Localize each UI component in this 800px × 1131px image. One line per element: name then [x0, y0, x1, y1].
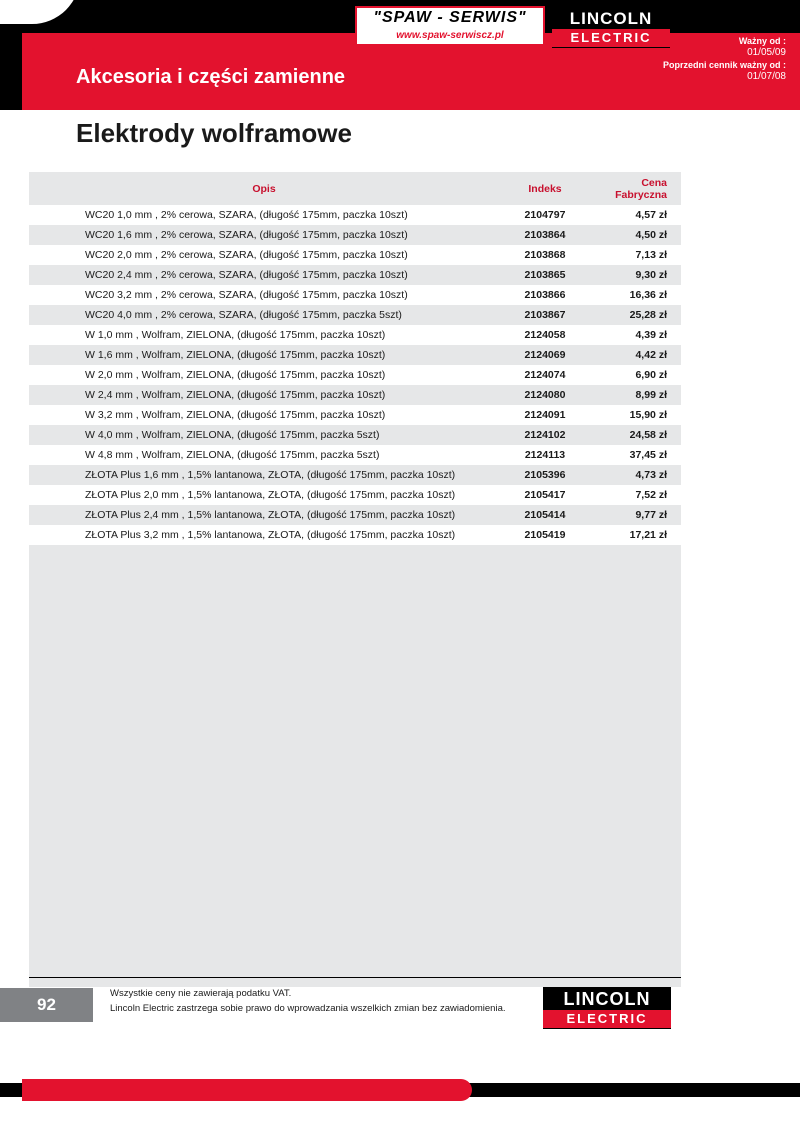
table-row — [29, 305, 681, 325]
previous-pricelist-label: Poprzedni cennik ważny od : — [662, 59, 786, 70]
footer-lincoln-logo — [543, 987, 671, 1029]
cell-index: 2124102 — [499, 425, 591, 445]
footer-notes — [110, 987, 506, 1016]
cell-description: W 2,4 mm , Wolfram, ZIELONA, (długość 175mm, paczka 10szt) — [29, 385, 499, 405]
table-row — [29, 285, 681, 305]
column-header-description: Opis — [29, 172, 499, 205]
cell-price: 15,90 zł — [591, 405, 681, 425]
price-table — [29, 172, 681, 545]
page-title: Elektrody wolframowe — [76, 118, 352, 148]
cell-price: 7,52 zł — [591, 485, 681, 505]
cell-index: 2105417 — [499, 485, 591, 505]
spaw-serwis-logo — [355, 6, 545, 46]
footer-divider — [29, 977, 681, 978]
table-row — [29, 525, 681, 545]
cell-price: 24,58 zł — [591, 425, 681, 445]
table-row — [29, 425, 681, 445]
previous-pricelist-value: 01/07/08 — [747, 71, 786, 82]
cell-description: WC20 4,0 mm , 2% cerowa, SZARA, (długość 175mm, paczka 5szt) — [29, 305, 499, 325]
cell-index: 2103867 — [499, 305, 591, 325]
cell-description: WC20 2,4 mm , 2% cerowa, SZARA, (długość 175mm, paczka 10szt) — [29, 265, 499, 285]
table-row — [29, 405, 681, 425]
column-header-price: Cena Fabryczna — [591, 172, 681, 205]
cell-price: 37,45 zł — [591, 445, 681, 465]
table-header-row — [29, 172, 681, 205]
section-title: Akcesoria i części zamienne — [76, 66, 346, 88]
table-row — [29, 245, 681, 265]
cell-price: 4,50 zł — [591, 225, 681, 245]
footer-note-vat: Wszystkie ceny nie zawierają podatku VAT. — [110, 988, 292, 999]
spaw-serwis-logo-title: "SPAW - SERWIS" — [373, 9, 527, 26]
table-row — [29, 385, 681, 405]
cell-index: 2103864 — [499, 225, 591, 245]
cell-index: 2124113 — [499, 445, 591, 465]
table-row — [29, 325, 681, 345]
cell-price: 8,99 zł — [591, 385, 681, 405]
spaw-serwis-logo-url: www.spaw-serwiscz.pl — [396, 30, 504, 41]
cell-price: 6,90 zł — [591, 365, 681, 385]
lincoln-logo-wordmark: LINCOLN — [569, 9, 653, 28]
cell-description: W 1,6 mm , Wolfram, ZIELONA, (długość 175mm, paczka 10szt) — [29, 345, 499, 365]
page-footer — [0, 987, 800, 1131]
footer-white-margin — [0, 1101, 800, 1131]
page-header — [0, 0, 800, 110]
validity-info — [663, 36, 786, 84]
cell-description: W 4,8 mm , Wolfram, ZIELONA, (długość 175mm, paczka 5szt) — [29, 445, 499, 465]
table-row — [29, 505, 681, 525]
lincoln-logo-subwordmark: ELECTRIC — [552, 29, 670, 47]
cell-price: 4,73 zł — [591, 465, 681, 485]
footer-red-bar — [22, 1079, 472, 1101]
cell-description: WC20 3,2 mm , 2% cerowa, SZARA, (długość 175mm, paczka 10szt) — [29, 285, 499, 305]
cell-index: 2103865 — [499, 265, 591, 285]
table-row — [29, 225, 681, 245]
cell-description: ZŁOTA Plus 2,0 mm , 1,5% lantanowa, ZŁOTA, (długość 175mm, paczka 10szt) — [29, 485, 499, 505]
price-table-header — [29, 172, 681, 205]
table-row — [29, 445, 681, 465]
cell-price: 7,13 zł — [591, 245, 681, 265]
table-row — [29, 205, 681, 225]
cell-index: 2103866 — [499, 285, 591, 305]
table-row — [29, 365, 681, 385]
cell-index: 2103868 — [499, 245, 591, 265]
cell-index: 2105414 — [499, 505, 591, 525]
price-table-container — [29, 172, 681, 987]
cell-price: 17,21 zł — [591, 525, 681, 545]
cell-index: 2105419 — [499, 525, 591, 545]
cell-price: 9,77 zł — [591, 505, 681, 525]
cell-price: 4,39 zł — [591, 325, 681, 345]
page-number-badge: 92 — [0, 988, 93, 1022]
table-row — [29, 465, 681, 485]
footer-lincoln-wordmark: LINCOLN — [563, 989, 651, 1009]
cell-description: W 1,0 mm , Wolfram, ZIELONA, (długość 175mm, paczka 10szt) — [29, 325, 499, 345]
cell-description: ZŁOTA Plus 3,2 mm , 1,5% lantanowa, ZŁOTA, (długość 175mm, paczka 10szt) — [29, 525, 499, 545]
cell-description: W 2,0 mm , Wolfram, ZIELONA, (długość 175mm, paczka 10szt) — [29, 365, 499, 385]
cell-description: WC20 1,6 mm , 2% cerowa, SZARA, (długość 175mm, paczka 10szt) — [29, 225, 499, 245]
table-row — [29, 485, 681, 505]
cell-description: ZŁOTA Plus 1,6 mm , 1,5% lantanowa, ZŁOTA, (długość 175mm, paczka 10szt) — [29, 465, 499, 485]
cell-index: 2124069 — [499, 345, 591, 365]
table-row — [29, 345, 681, 365]
cell-price: 9,30 zł — [591, 265, 681, 285]
price-table-body — [29, 205, 681, 545]
cell-price: 4,42 zł — [591, 345, 681, 365]
header-left-black-stripe — [0, 33, 22, 110]
cell-index: 2124074 — [499, 365, 591, 385]
cell-index: 2104797 — [499, 205, 591, 225]
cell-description: WC20 2,0 mm , 2% cerowa, SZARA, (długość 175mm, paczka 10szt) — [29, 245, 499, 265]
cell-index: 2105396 — [499, 465, 591, 485]
footer-note-disclaimer: Lincoln Electric zastrzega sobie prawo do wprowadzania wszelkich zmian bez zawiadomienia. — [110, 1002, 506, 1014]
cell-index: 2124058 — [499, 325, 591, 345]
valid-from-value: 01/05/09 — [747, 47, 786, 59]
footer-lincoln-subwordmark: ELECTRIC — [543, 1010, 671, 1028]
lincoln-electric-logo — [552, 8, 670, 48]
valid-from-label: Ważny od : — [738, 36, 786, 46]
table-row — [29, 265, 681, 285]
cell-price: 25,28 zł — [591, 305, 681, 325]
cell-index: 2124091 — [499, 405, 591, 425]
column-header-index: Indeks — [499, 172, 591, 205]
cell-index: 2124080 — [499, 385, 591, 405]
cell-description: ZŁOTA Plus 2,4 mm , 1,5% lantanowa, ZŁOTA, (długość 175mm, paczka 10szt) — [29, 505, 499, 525]
cell-description: W 3,2 mm , Wolfram, ZIELONA, (długość 175mm, paczka 10szt) — [29, 405, 499, 425]
cell-price: 16,36 zł — [591, 285, 681, 305]
cell-price: 4,57 zł — [591, 205, 681, 225]
cell-description: WC20 1,0 mm , 2% cerowa, SZARA, (długość 175mm, paczka 10szt) — [29, 205, 499, 225]
cell-description: W 4,0 mm , Wolfram, ZIELONA, (długość 175mm, paczka 5szt) — [29, 425, 499, 445]
